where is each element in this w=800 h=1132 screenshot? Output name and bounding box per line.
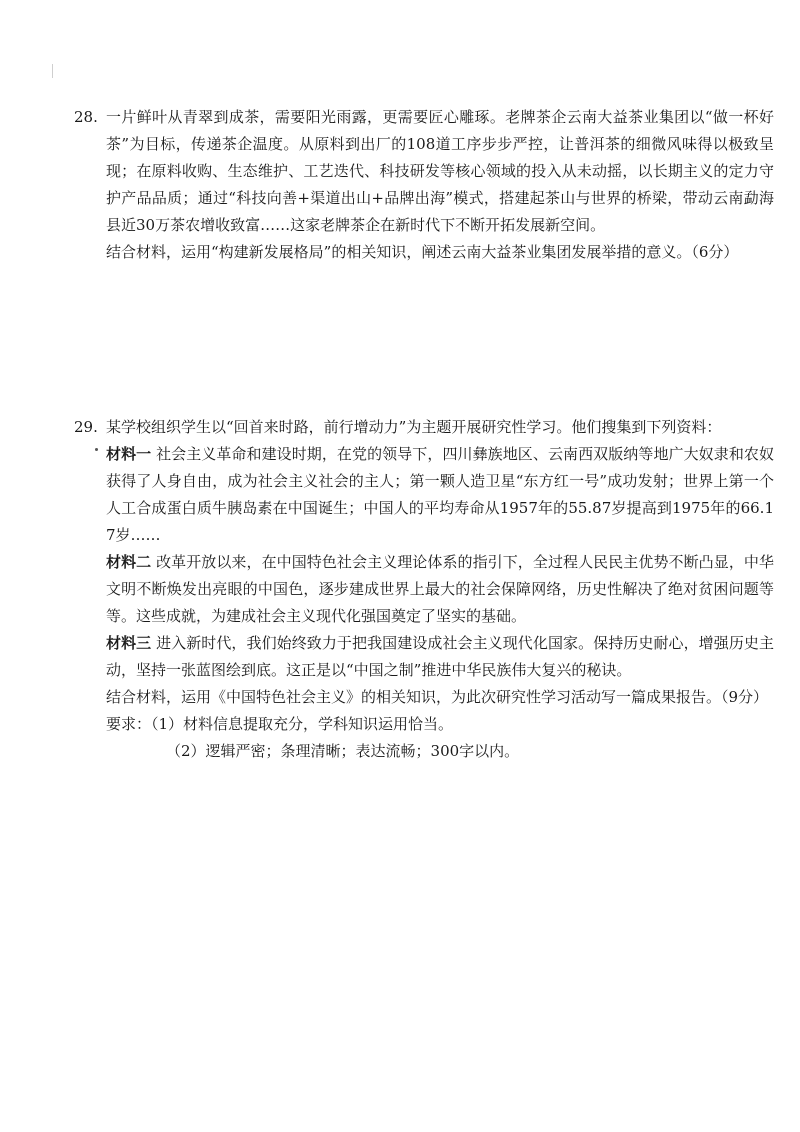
- material-label: 材料三: [106, 634, 152, 652]
- material-text: 改革开放以来，在中国特色社会主义理论体系的指引下，全过程人民民主优势不断凸显，中华文明不断焕发出亮眼的中国色，逐步建成世界上最大的社会保障网络，历史性解决了绝对贫困问题等等。这些成就，为建成社会主义现代化强国奠定了坚实的基础。: [106, 553, 774, 625]
- question-material: 一片鲜叶从青翠到成茶，需要阳光雨露，更需要匠心雕琢。老牌茶企云南大益茶业集团以“做一杯好茶”为目标，传递茶企温度。从原料到出厂的108道工序步步严控，让普洱茶的细微风味得以极致呈现；在原料收购、生态维护、工艺迭代、科技研发等核心领域的投入从未动摇，以长期主义的定力守护产品品质；通过“科技向善+渠道出山+品牌出海”模式，搭建起茶山与世界的桥梁，带动云南勐海县近30万茶农增收致富……这家老牌茶企在新时代下不断开拓发展新空间。: [106, 108, 774, 234]
- material-three: [106, 630, 774, 684]
- material-text: 进入新时代，我们始终致力于把我国建设成社会主义现代化国家。保持历史耐心，增强历史主动，坚持一张蓝图绘到底。这正是以“中国之制”推进中华民族伟大复兴的秘诀。: [106, 634, 774, 679]
- scan-artifact-mark: [52, 64, 53, 78]
- requirements-label: 要求：: [106, 715, 152, 733]
- question-number: 29.: [74, 418, 98, 436]
- question-task: 结合材料，运用《中国特色社会主义》的相关知识，为此次研究性学习活动写一篇成果报告。（9分）: [106, 688, 769, 706]
- question-body: [106, 104, 774, 266]
- requirements-line-1: [106, 711, 774, 738]
- material-one: [106, 441, 774, 549]
- question-intro: 某学校组织学生以“回首来时路，前行增动力”为主题开展研究性学习。他们搜集到下列资料：: [106, 418, 722, 436]
- question-task: 结合材料，运用“构建新发展格局”的相关知识，阐述云南大益茶业集团发展举措的意义。（6分）: [106, 243, 739, 261]
- question-29: [74, 414, 774, 765]
- requirement-item: （1）材料信息提取充分，学科知识运用恰当。: [151, 715, 454, 733]
- question-28: [74, 104, 774, 266]
- material-two: [106, 549, 774, 630]
- material-text: 社会主义革命和建设时期，在党的领导下，四川彝族地区、云南西双版纳等地广大奴隶和农奴获得了人身自由，成为社会主义社会的主人；第一颗人造卫星“东方红一号”成功发射；世界上第一个人工合成蛋白质牛胰岛素在中国诞生；中国人的平均寿命从1957年的55.87岁提高到1975年的66.17岁……: [106, 445, 774, 544]
- question-body: [106, 414, 774, 765]
- requirement-item: （2）逻辑严密；条理清晰；表达流畅；300字以内。: [166, 742, 520, 760]
- material-label: 材料二: [106, 553, 152, 571]
- question-number: 28.: [74, 108, 98, 126]
- material-label: 材料一: [106, 445, 152, 463]
